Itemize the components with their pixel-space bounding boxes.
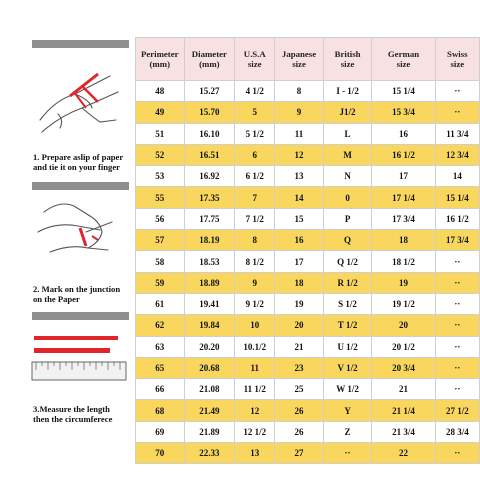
finger-wrap-illustration	[30, 50, 130, 140]
table-body	[136, 81, 480, 464]
cell-german: 18	[372, 230, 435, 251]
cell-diameter: 21.89	[184, 421, 235, 442]
cell-diameter: 18.89	[184, 272, 235, 293]
cell-perimeter: 51	[136, 123, 185, 144]
cell-diameter: 22.33	[184, 443, 235, 464]
cell-german: 17 1/4	[372, 187, 435, 208]
cell-diameter: 16.51	[184, 144, 235, 165]
cell-japanese: 21	[275, 336, 324, 357]
cell-perimeter: 55	[136, 187, 185, 208]
cell-swiss: ··	[435, 81, 479, 102]
cell-usa: 11	[235, 357, 275, 378]
cell-german: 15 1/4	[372, 81, 435, 102]
table-row	[136, 144, 480, 165]
cell-diameter: 17.35	[184, 187, 235, 208]
cell-german: 21 1/4	[372, 400, 435, 421]
cell-perimeter: 70	[136, 443, 185, 464]
cell-diameter: 18.53	[184, 251, 235, 272]
cell-british: P	[323, 208, 372, 229]
cell-british: R 1/2	[323, 272, 372, 293]
table-row	[136, 357, 480, 378]
cell-swiss: ··	[435, 443, 479, 464]
ruler-measure-illustration	[30, 330, 130, 400]
cell-japanese: 26	[275, 400, 324, 421]
cell-usa: 6 1/2	[235, 166, 275, 187]
cell-british: U 1/2	[323, 336, 372, 357]
cell-japanese: 27	[275, 443, 324, 464]
cell-german: 22	[372, 443, 435, 464]
cell-usa: 13	[235, 443, 275, 464]
cell-diameter: 20.68	[184, 357, 235, 378]
cell-perimeter: 62	[136, 315, 185, 336]
cell-british: V 1/2	[323, 357, 372, 378]
cell-perimeter: 52	[136, 144, 185, 165]
cell-japanese: 8	[275, 81, 324, 102]
cell-swiss: 16 1/2	[435, 208, 479, 229]
step-1-text: 1. Prepare aslip of paper and tie it on your finger	[33, 152, 124, 172]
instructions-panel	[0, 0, 136, 500]
cell-usa: 7 1/2	[235, 208, 275, 229]
cell-german: 21	[372, 379, 435, 400]
cell-japanese: 25	[275, 379, 324, 400]
cell-japanese: 23	[275, 357, 324, 378]
cell-perimeter: 61	[136, 293, 185, 314]
cell-swiss: ··	[435, 293, 479, 314]
cell-british: Q	[323, 230, 372, 251]
cell-british: ··	[323, 443, 372, 464]
cell-british: T 1/2	[323, 315, 372, 336]
cell-diameter: 16.92	[184, 166, 235, 187]
cell-diameter: 21.08	[184, 379, 235, 400]
cell-usa: 9 1/2	[235, 293, 275, 314]
table-row	[136, 293, 480, 314]
table-header-row	[136, 38, 480, 81]
cell-german: 16 1/2	[372, 144, 435, 165]
header-usa-size: U.S.A size	[235, 38, 275, 81]
cell-german: 20 1/2	[372, 336, 435, 357]
cell-british: N	[323, 166, 372, 187]
cell-swiss: 28 3/4	[435, 421, 479, 442]
cell-perimeter: 65	[136, 357, 185, 378]
cell-german: 21 3/4	[372, 421, 435, 442]
divider-bar	[32, 312, 129, 320]
cell-usa: 5	[235, 102, 275, 123]
cell-japanese: 18	[275, 272, 324, 293]
step-3-text: 3.Measure the length then the circumferece	[33, 404, 113, 424]
cell-british: J1/2	[323, 102, 372, 123]
table-row	[136, 443, 480, 464]
table-row	[136, 230, 480, 251]
cell-diameter: 19.41	[184, 293, 235, 314]
cell-diameter: 15.27	[184, 81, 235, 102]
cell-swiss: ··	[435, 336, 479, 357]
table-row	[136, 251, 480, 272]
cell-usa: 4 1/2	[235, 81, 275, 102]
cell-japanese: 12	[275, 144, 324, 165]
cell-usa: 7	[235, 187, 275, 208]
cell-japanese: 17	[275, 251, 324, 272]
table-row	[136, 208, 480, 229]
header-british-size: British size	[323, 38, 372, 81]
cell-perimeter: 53	[136, 166, 185, 187]
cell-british: S 1/2	[323, 293, 372, 314]
cell-swiss: ··	[435, 315, 479, 336]
table-row	[136, 421, 480, 442]
cell-japanese: 9	[275, 102, 324, 123]
cell-swiss: 17 3/4	[435, 230, 479, 251]
cell-british: 0	[323, 187, 372, 208]
cell-usa: 8 1/2	[235, 251, 275, 272]
cell-swiss: 12 3/4	[435, 144, 479, 165]
cell-german: 18 1/2	[372, 251, 435, 272]
cell-japanese: 14	[275, 187, 324, 208]
cell-perimeter: 57	[136, 230, 185, 251]
cell-usa: 10	[235, 315, 275, 336]
cell-diameter: 18.19	[184, 230, 235, 251]
header-japanese-size: Japanese size	[275, 38, 324, 81]
cell-german: 19 1/2	[372, 293, 435, 314]
cell-german: 15 3/4	[372, 102, 435, 123]
cell-japanese: 15	[275, 208, 324, 229]
cell-perimeter: 66	[136, 379, 185, 400]
cell-perimeter: 56	[136, 208, 185, 229]
cell-swiss: 27 1/2	[435, 400, 479, 421]
divider-bar	[32, 40, 129, 48]
cell-german: 17 3/4	[372, 208, 435, 229]
cell-british: Z	[323, 421, 372, 442]
header-perimeter: Perimeter (mm)	[136, 38, 185, 81]
cell-german: 19	[372, 272, 435, 293]
table-row	[136, 123, 480, 144]
header-diameter: Diameter (mm)	[184, 38, 235, 81]
cell-usa: 10.1/2	[235, 336, 275, 357]
cell-perimeter: 68	[136, 400, 185, 421]
table-row	[136, 81, 480, 102]
table-row	[136, 166, 480, 187]
cell-german: 20 3/4	[372, 357, 435, 378]
cell-diameter: 20.20	[184, 336, 235, 357]
cell-british: L	[323, 123, 372, 144]
cell-british: Q 1/2	[323, 251, 372, 272]
cell-german: 20	[372, 315, 435, 336]
cell-perimeter: 49	[136, 102, 185, 123]
cell-diameter: 21.49	[184, 400, 235, 421]
cell-usa: 9	[235, 272, 275, 293]
cell-japanese: 26	[275, 421, 324, 442]
cell-usa: 11 1/2	[235, 379, 275, 400]
step-2-text: 2. Mark on the junction on the Paper	[33, 284, 121, 304]
cell-british: W 1/2	[323, 379, 372, 400]
cell-swiss: 11 3/4	[435, 123, 479, 144]
cell-japanese: 11	[275, 123, 324, 144]
cell-diameter: 19.84	[184, 315, 235, 336]
header-german-size: German size	[372, 38, 435, 81]
cell-swiss: ··	[435, 102, 479, 123]
cell-british: Y	[323, 400, 372, 421]
cell-perimeter: 58	[136, 251, 185, 272]
cell-perimeter: 63	[136, 336, 185, 357]
table-row	[136, 272, 480, 293]
cell-german: 17	[372, 166, 435, 187]
table-row	[136, 315, 480, 336]
cell-perimeter: 69	[136, 421, 185, 442]
cell-japanese: 19	[275, 293, 324, 314]
cell-swiss: ··	[435, 272, 479, 293]
header-swiss-size: Swiss size	[435, 38, 479, 81]
cell-japanese: 16	[275, 230, 324, 251]
table-row	[136, 187, 480, 208]
cell-swiss: 15 1/4	[435, 187, 479, 208]
table-row	[136, 102, 480, 123]
cell-usa: 12	[235, 400, 275, 421]
mark-paper-illustration	[30, 192, 130, 272]
table-row	[136, 400, 480, 421]
cell-diameter: 15.70	[184, 102, 235, 123]
cell-swiss: 14	[435, 166, 479, 187]
cell-british: M	[323, 144, 372, 165]
cell-japanese: 20	[275, 315, 324, 336]
divider-bar	[32, 182, 129, 190]
cell-perimeter: 48	[136, 81, 185, 102]
cell-british: I - 1/2	[323, 81, 372, 102]
cell-swiss: ··	[435, 251, 479, 272]
cell-usa: 6	[235, 144, 275, 165]
cell-usa: 8	[235, 230, 275, 251]
table-row	[136, 336, 480, 357]
cell-diameter: 16.10	[184, 123, 235, 144]
cell-usa: 5 1/2	[235, 123, 275, 144]
table-row	[136, 379, 480, 400]
cell-swiss: ··	[435, 379, 479, 400]
cell-german: 16	[372, 123, 435, 144]
cell-japanese: 13	[275, 166, 324, 187]
cell-perimeter: 59	[136, 272, 185, 293]
ring-size-table	[135, 37, 480, 464]
cell-swiss: ··	[435, 357, 479, 378]
cell-usa: 12 1/2	[235, 421, 275, 442]
cell-diameter: 17.75	[184, 208, 235, 229]
